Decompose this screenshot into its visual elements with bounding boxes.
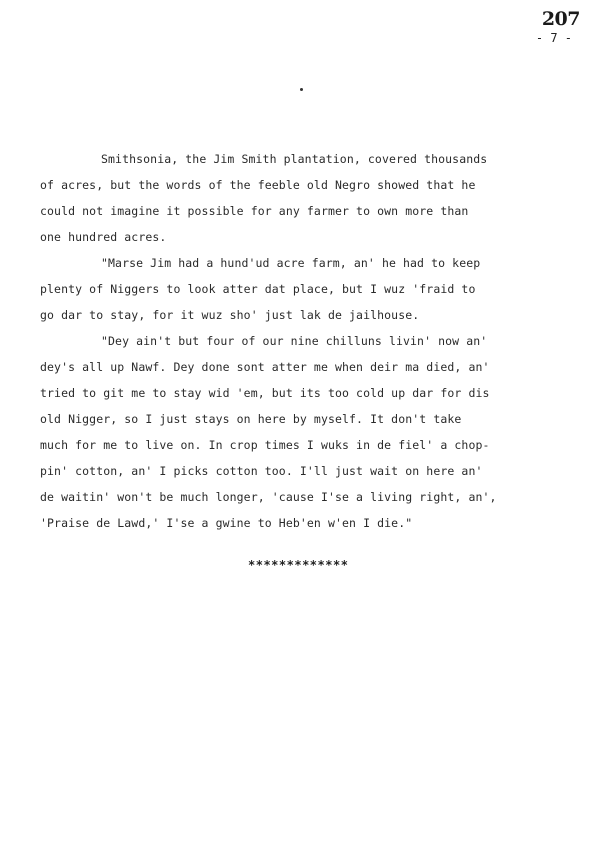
text-line: of acres, but the words of the feeble old Negro showed that he <box>40 178 476 192</box>
typed-page-number: - 7 - <box>535 31 572 45</box>
text-line: dey's all up Nawf. Dey done sont atter me when deir ma died, an' <box>40 360 490 374</box>
text-line: 'Praise de Lawd,' I'se a gwine to Heb'en w'en I die." <box>40 516 413 530</box>
page-number: 207 <box>541 8 580 30</box>
text-line: one hundred acres. <box>40 230 167 244</box>
stray-mark <box>300 88 303 91</box>
text-line: pin' cotton, an' I picks cotton too. I'll just wait on here an' <box>40 464 483 478</box>
text-line: plenty of Niggers to look atter dat place, but I wuz 'fraid to <box>40 282 476 296</box>
section-separator: ************* <box>248 558 349 572</box>
text-line: much for me to live on. In crop times I wuks in de fiel' a chop- <box>40 438 490 452</box>
text-line: could not imagine it possible for any farmer to own more than <box>40 204 469 218</box>
text-line: "Dey ain't but four of our nine chilluns livin' now an' <box>101 334 488 348</box>
body-text <box>40 146 570 536</box>
text-line: "Marse Jim had a hund'ud acre farm, an' he had to keep <box>101 256 481 270</box>
text-line: de waitin' won't be much longer, 'cause I'se a living right, an', <box>40 490 497 504</box>
text-line: Smithsonia, the Jim Smith plantation, covered thousands <box>101 152 488 166</box>
text-line: go dar to stay, for it wuz sho' just lak de jailhouse. <box>40 308 420 322</box>
text-line: old Nigger, so I just stays on here by myself. It don't take <box>40 412 462 426</box>
text-line: tried to git me to stay wid 'em, but its too cold up dar for dis <box>40 386 490 400</box>
